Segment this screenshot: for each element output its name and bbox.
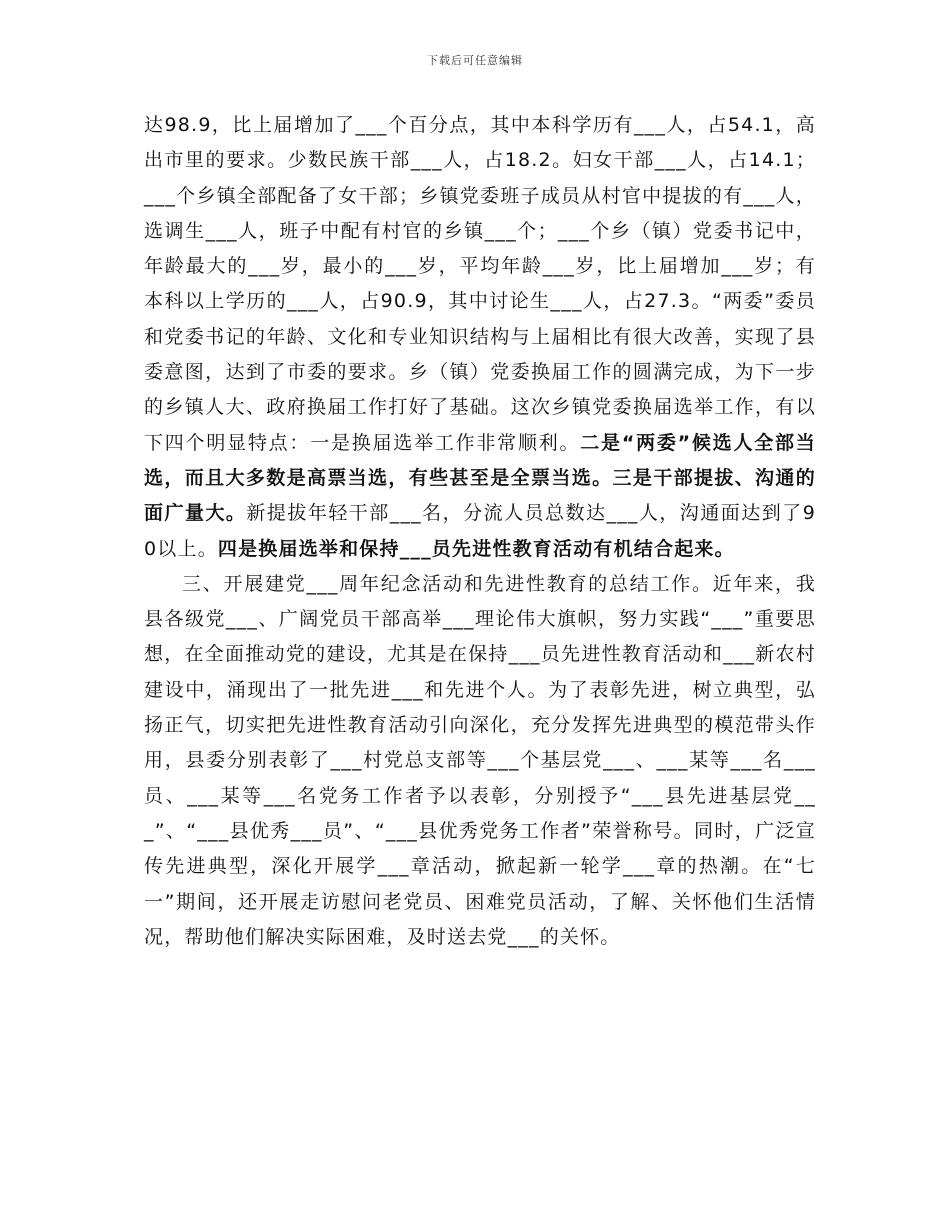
bold-text-run: 四是换届选举和保持___员先进性教育活动有机结合起来。 — [217, 537, 735, 560]
text-run: 达98.9，比上届增加了___个百分点，其中本科学历有___人，占54.1，高出市里的要求。少数民族干部___人，占18.2。妇女干部___人，占14.1；___个乡镇全部配备了女干部；乡镇党委班子成员从村官中提拔的有___人，选调生___人，班子中配有村官的乡镇___个；___个乡（镇）党委书记中，年龄最大的___岁，最小的___岁，平均年龄___岁，比上届增加___岁；有本科以上学历的___人，占90.9，其中讨论生___人，占27.3。“两委”委员和党委书记的年龄、文化和专业知识结构与上届相比有很大改善，实现了县委意图，达到了市委的要求。乡（镇）党委换届工作的圆满完成，为下一步的乡镇人大、政府换届工作打好了基础。这次乡镇党委换届选举工作，有以下四个明显特点：一是换届选举工作非常顺利。 — [144, 114, 816, 454]
bold-text-run: 二是“两委”候选人全部当选，而且大多数是高票当选，有些甚至是全票当选。三是干部提拔、沟通的面广量大。 — [144, 431, 816, 525]
page-header: 下载后可任意编辑 — [427, 54, 523, 67]
text-run: 新提拔年轻干部___名，分流人员总数达___人，沟通面达到了90以上。 — [144, 502, 816, 560]
text-run: 三、开展建党___周年纪念活动和先进性教育的总结工作。近年来，我县各级党___、广阔党员干部高举___理论伟大旗帜，努力实践“___”重要思想，在全面推动党的建设，尤其是在保持___员先进性教育活动和___新农村建设中，涌现出了一批先进___和先进个人。为了表彰先进，树立典型，弘扬正气，切实把先进性教育活动引向深化，充分发挥先进典型的模范带头作用，县委分别表彰了___村党总支部等___个基层党___、___某等___名___员、___某等___名党务工作者予以表彰，分别授予“___县先进基层党___”、“___县优秀___员”、“___县优秀党务工作者”荣誉称号。同时，广泛宣传先进典型，深化开展学___章活动，掀起新一轮学___章的热潮。在“七一”期间，还开展走访慰问老党员、困难党员活动，了解、关怀他们生活情况，帮助他们解决实际困难，及时送去党___的关怀。 — [144, 572, 816, 948]
paragraph-2 — [144, 567, 816, 955]
document-body — [144, 108, 816, 955]
paragraph-1 — [144, 108, 816, 567]
